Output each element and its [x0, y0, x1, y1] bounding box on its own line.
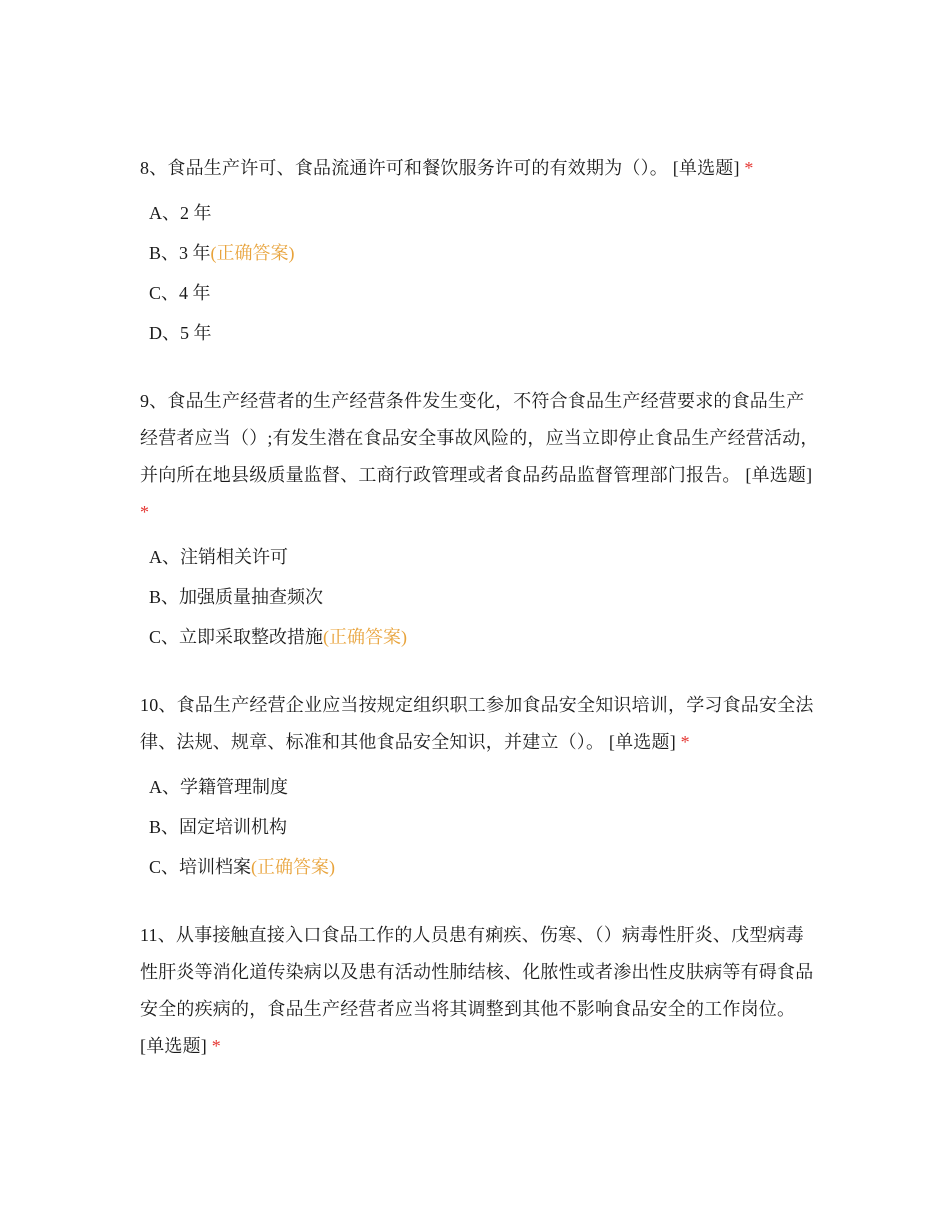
option-label: A、注销相关许可 — [149, 547, 288, 567]
question-text: 10、食品生产经营企业应当按规定组织职工参加食品安全知识培训，学习食品安全法律、法规、规章、标准和其他食品安全知识，并建立（）。 — [140, 695, 814, 752]
option-label: C、立即采取整改措施 — [149, 627, 324, 647]
question-title — [140, 917, 820, 1065]
option-label: A、学籍管理制度 — [149, 777, 288, 797]
correct-answer-tag: (正确答案) — [323, 627, 408, 647]
required-mark: * — [680, 732, 690, 752]
option-a — [140, 767, 820, 807]
question-type: [单选题] — [140, 1036, 207, 1056]
correct-answer-tag: (正确答案) — [210, 243, 295, 263]
question-11 — [140, 917, 820, 1065]
option-c — [140, 847, 820, 887]
option-a — [140, 193, 820, 233]
option-a — [140, 537, 820, 577]
required-mark: * — [211, 1036, 221, 1056]
option-c — [140, 273, 820, 313]
correct-answer-tag: (正确答案) — [251, 857, 336, 877]
question-list — [140, 150, 820, 1095]
question-10 — [140, 687, 820, 887]
option-d — [140, 313, 820, 353]
question-type: [单选题] — [745, 465, 813, 485]
option-label: B、固定培训机构 — [149, 817, 288, 837]
option-label: C、4 年 — [149, 283, 211, 303]
option-label: D、5 年 — [149, 323, 212, 343]
question-title — [140, 687, 820, 761]
option-b — [140, 233, 820, 273]
option-c — [140, 617, 820, 657]
question-text: 11、从事接触直接入口食品工作的人员患有痢疾、伤寒、（）病毒性肝炎、戊型病毒性肝炎等消化道传染病以及患有活动性肺结核、化脓性或者渗出性皮肤病等有碍食品安全的疾病的，食品生产经营者应当将其调整到其他不影响食品安全的工作岗位。 — [140, 925, 814, 1019]
required-mark: * — [744, 158, 754, 178]
question-text: 9、食品生产经营者的生产经营条件发生变化，不符合食品生产经营要求的食品生产经营者应当（）;有发生潜在食品安全事故风险的，应当立即停止食品生产经营活动，并向所在地县级质量监督、工商行政管理或者食品药品监督管理部门报告。 — [140, 391, 819, 485]
option-label: C、培训档案 — [149, 857, 252, 877]
option-b — [140, 807, 820, 847]
question-title — [140, 150, 820, 187]
question-title — [140, 383, 820, 531]
question-type: [单选题] — [672, 158, 740, 178]
option-b — [140, 577, 820, 617]
question-8 — [140, 150, 820, 353]
option-label: B、3 年 — [149, 243, 211, 263]
question-text: 8、食品生产许可、食品流通许可和餐饮服务许可的有效期为（）。 — [140, 158, 668, 178]
option-label: A、2 年 — [149, 203, 212, 223]
question-type: [单选题] — [608, 732, 676, 752]
required-mark: * — [140, 502, 150, 522]
option-label: B、加强质量抽查频次 — [149, 587, 324, 607]
question-9 — [140, 383, 820, 657]
